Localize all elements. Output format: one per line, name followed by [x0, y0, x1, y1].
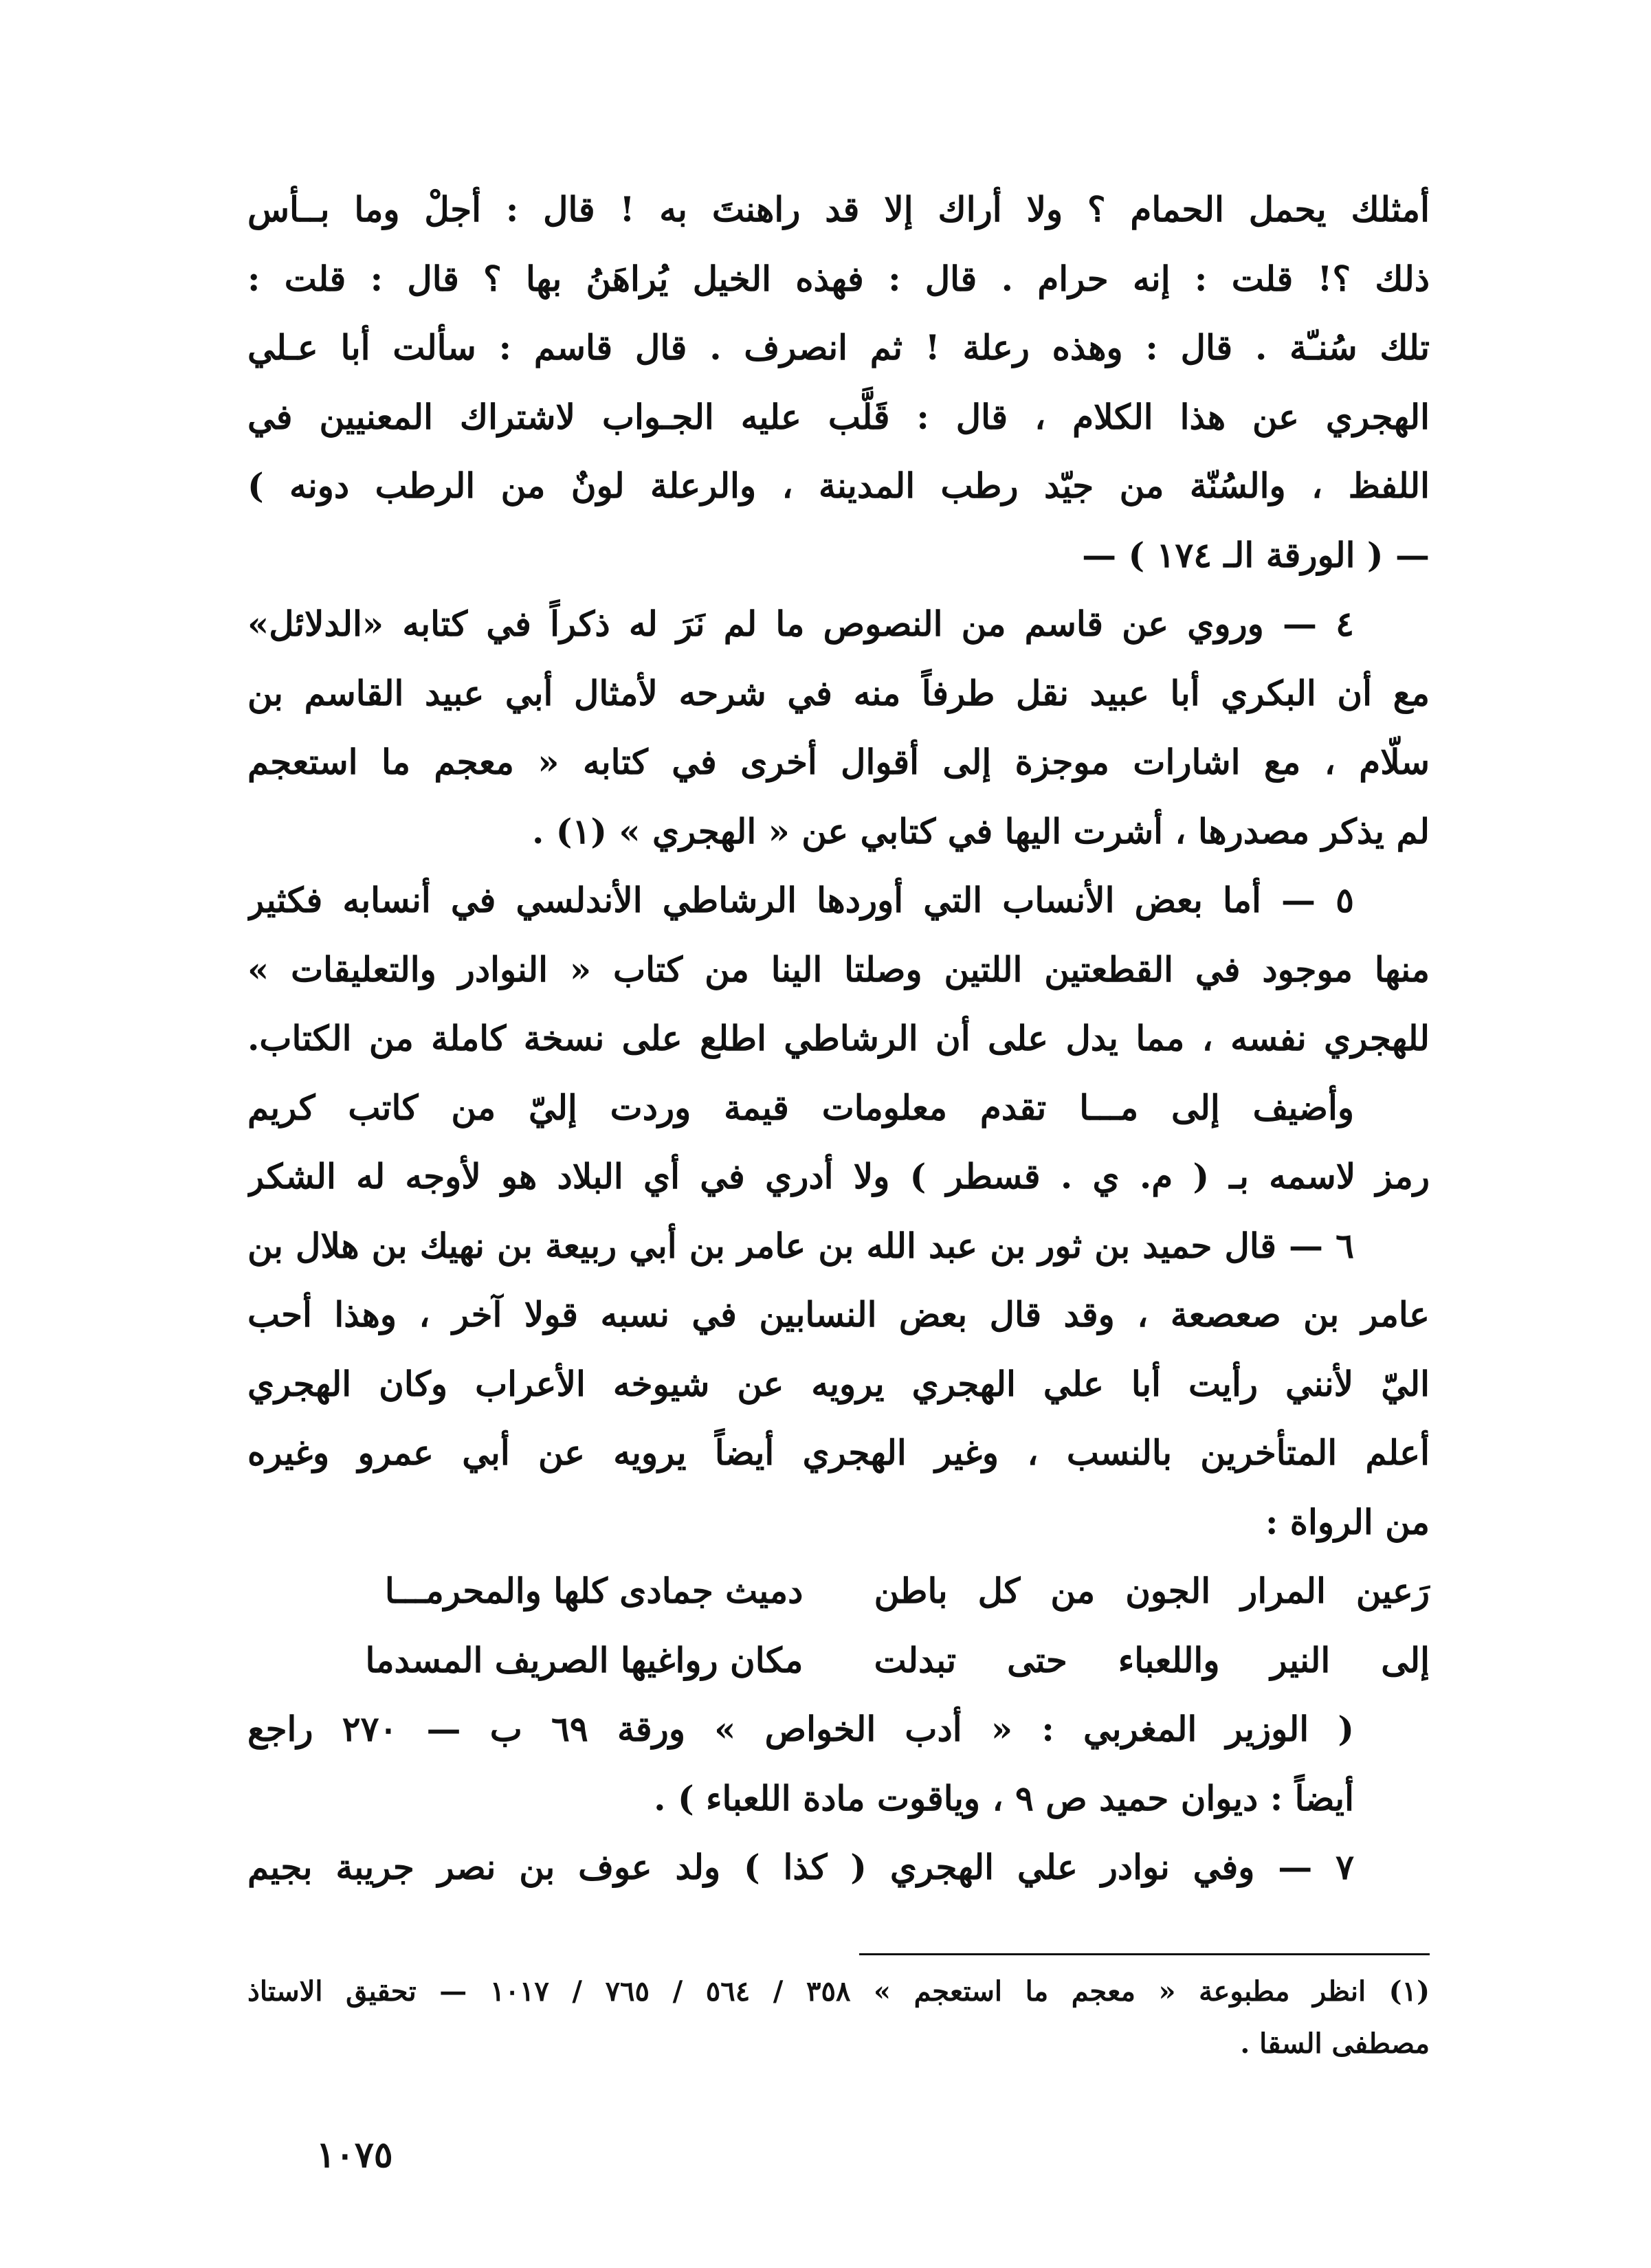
page-number: ١٠٧٥: [316, 2134, 393, 2176]
footnote-divider: [859, 1953, 1430, 1955]
text-line: لم يذكر مصدرها ، أشرت اليها في كتابي عن « الهجري » (١) .: [531, 810, 1430, 852]
main-text: [247, 175, 1430, 1902]
text-line: ذلك ؟! قلت : إنه حرام . قال : فهذه الخيل يُراهَنُ بها ؟ قال : قلت :: [247, 258, 1430, 299]
text-line: للهجري نفسه ، مما يدل على أن الرشاطي اطلع على نسخة كاملة من الكتاب.: [247, 1018, 1430, 1058]
verse-first-hemistich: رَعين المرار الجون من كل باطن: [874, 1570, 1430, 1611]
text-line: أيضاً : ديوان حميد ص ٩ ، وياقوت مادة اللعباء ) .: [654, 1777, 1354, 1819]
text-line: تلك سُنـّة . قال : وهذه رعلة ! ثم انصرف . قال قاسم : سألت أبا عـلي: [247, 327, 1430, 368]
text-line: سلّام ، مع اشارات موجزة إلى أقوال أخرى في كتابه « معجم ما استعجم: [247, 742, 1430, 782]
verse-first-hemistich: إلى النير واللعباء حتى تبدلت: [874, 1639, 1430, 1680]
footnote-line: مصطفى السقا .: [1240, 2027, 1430, 2060]
text-line: — ( الورقة الـ ١٧٤ ) —: [1082, 534, 1430, 575]
text-line: رمز لاسمه بـ ( م. ي . قسطر ) ولا أدري في أي البلاد هو لأوجه له الشكر: [247, 1156, 1430, 1197]
text-line: اليّ لأنني رأيت أبا علي الهجري يرويه عن شيوخه الأعراب وكان الهجري: [247, 1363, 1430, 1404]
text-line: من الرواة :: [1265, 1501, 1430, 1542]
text-line: أعلم المتأخرين بالنسب ، وغير الهجري أيضاً يرويه عن أبي عمرو وغيره: [247, 1432, 1430, 1473]
text-line: ٥ — أما بعض الأنساب التي أوردها الرشاطي الأندلسي في أنسابه فكثير: [247, 880, 1354, 920]
text-line: الهجري عن هذا الكلام ، قال : قَلَّب عليه الجـواب لاشتراك المعنيين في: [247, 396, 1430, 437]
text-line: ٧ — وفي نوادر علي الهجري ( كذا ) ولد عوف بن نصر جريبة بجيم: [247, 1847, 1354, 1887]
text-line: مع أن البكري أبا عبيد نقل طرفاً منه في شرحه لأمثال أبي عبيد القاسم بن: [247, 672, 1430, 713]
text-line: ٤ — وروي عن قاسم من النصوص ما لم نَرَ له ذكراً في كتابه «الدلائل»: [247, 603, 1354, 644]
text-line: عامر بن صعصعة ، وقد قال بعض النسابين في نسبه قولا آخر ، وهذا أحب: [247, 1294, 1430, 1335]
verse-second-hemistich: مكان رواغيها الصريف المسدما: [365, 1639, 804, 1680]
footnote-line: (١) انظر مطبوعة « معجم ما استعجم » ٣٥٨ / ٥٦٤ / ٧٦٥ / ١٠١٧ — تحقيق الاستاذ: [247, 1975, 1430, 2008]
verse-line: [247, 1626, 1430, 1696]
text-line: ٦ — قال حميد بن ثور بن عبد الله بن عامر بن أبي ربيعة بن نهيك بن هلال بن: [247, 1225, 1354, 1266]
text-line: وأضيف إلى مـــا تقدم معلومات قيمة وردت إليّ من كاتب كريم: [247, 1087, 1354, 1128]
text-line: ( الوزير المغربي : « أدب الخواص » ورقة ٦٩ ب — ٢٧٠ راجع: [247, 1709, 1354, 1749]
text-line: أمثلك يحمل الحمام ؟ ولا أراك إلا قد راهنتَ به ! قال : أجلْ وما بــأس: [247, 189, 1430, 230]
verse-second-hemistich: دميث جمادى كلها والمحرمـــا: [384, 1570, 804, 1611]
text-line: اللفظ ، والسُنّة من جيّد رطب المدينة ، والرعلة لونٌ من الرطب دونه ): [247, 465, 1430, 506]
footnote: [247, 1966, 1430, 2070]
text-line: منها موجود في القطعتين اللتين وصلتا الينا من كتاب « النوادر والتعليقات »: [247, 948, 1430, 990]
verse-line: [247, 1557, 1430, 1626]
